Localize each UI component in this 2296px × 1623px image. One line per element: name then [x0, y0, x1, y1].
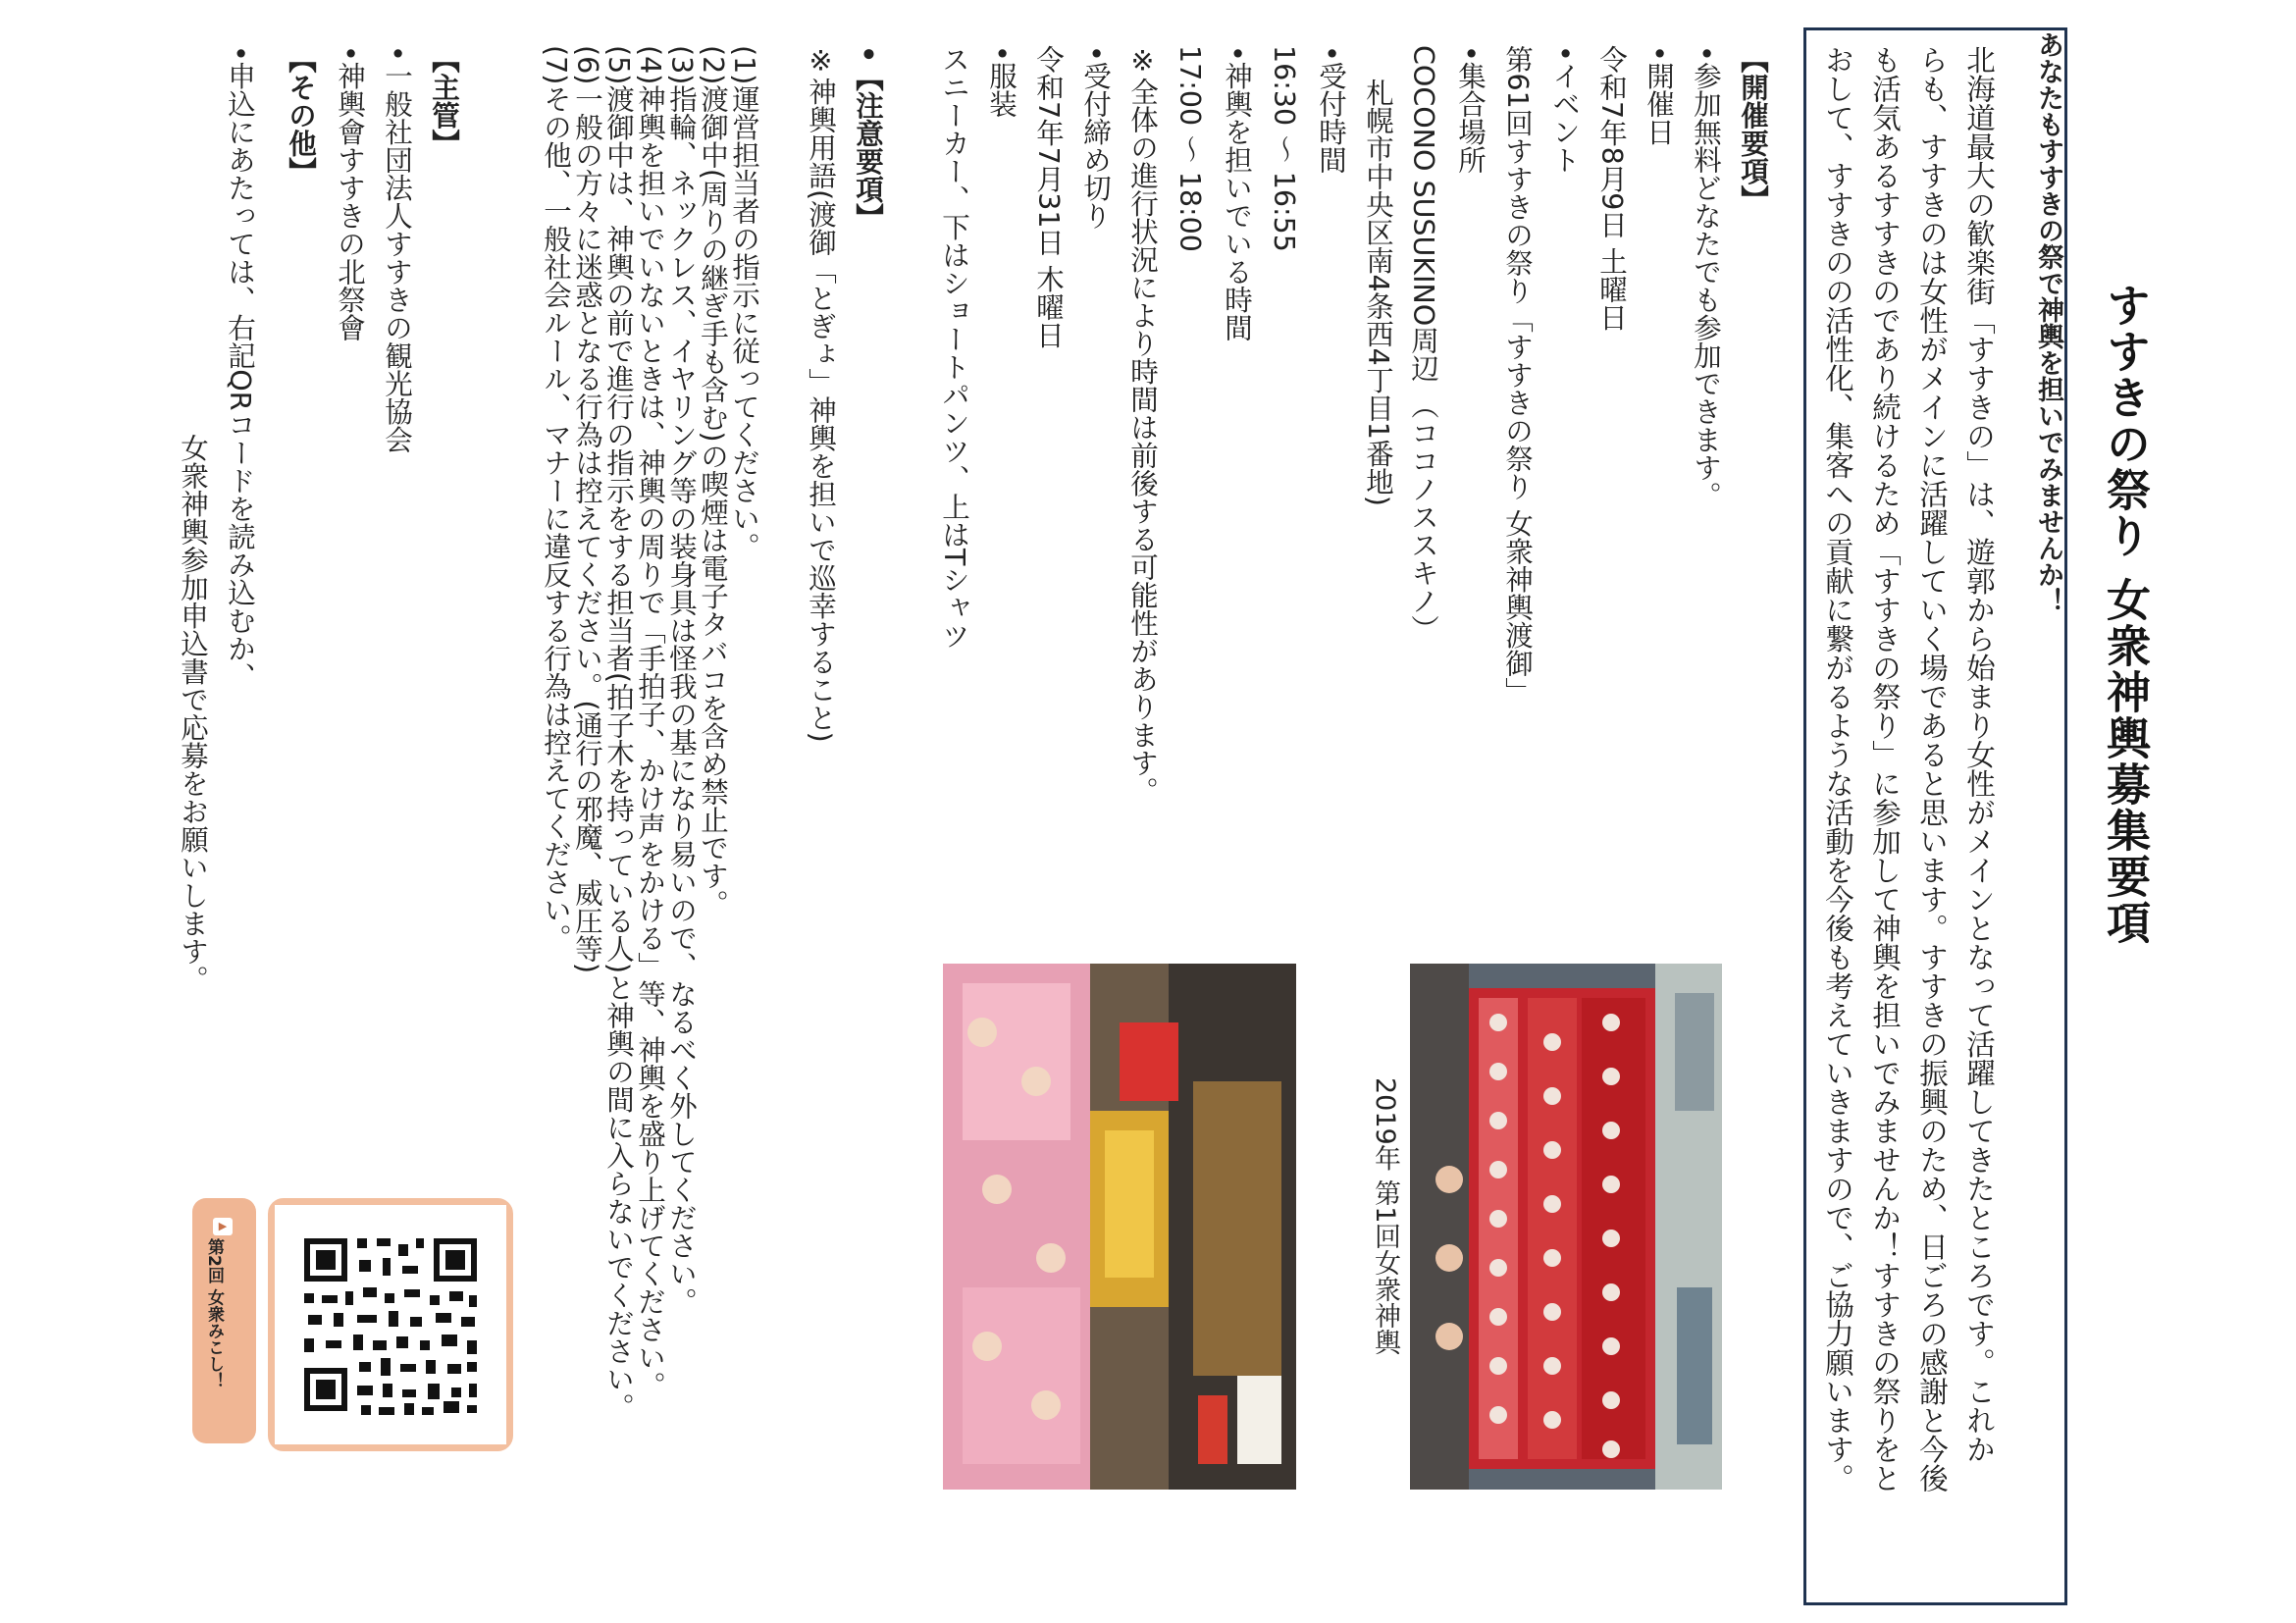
value-address: 札幌市中央区南4条西4丁目1番地)	[1362, 79, 1394, 507]
organizer-1: •一般社団法人すすきの観光協会	[381, 45, 413, 453]
rule-3: (3)指輪、ネックレス、イヤリング等の装身具は怪我の基になり易いので、なるべく外してください。	[665, 45, 698, 1316]
rule-5: (5)渡御中は、神輿の前で進行の指示をする担当者(拍子木を持っている人)と神輿の間に入らないでください。	[602, 45, 635, 1422]
section-heading-outline: 【開催要項】	[1737, 45, 1769, 213]
label-reception-time: •受付時間	[1315, 45, 1347, 174]
value-deadline: 令和7年7月31日 木曜日	[1032, 45, 1065, 349]
section-heading-notes: •【注意要項】	[852, 45, 884, 232]
page-title: すすきの祭り 女衆神輿募集要項	[2099, 283, 2151, 946]
rule-1: (1)運営担当者の指示に従ってください。	[728, 45, 760, 560]
note-glossary: ※神輿用語(渡御「とぎょ」神輿を担いで巡幸すること)	[805, 45, 837, 743]
organizer-2: •神輿會すすきの北祭會	[334, 45, 366, 341]
festival-photo-image	[943, 964, 1296, 1490]
qr-code-frame	[268, 1198, 513, 1451]
page-subtitle: あなたもすすきの祭で神輿を担いでみませんか！	[2033, 31, 2063, 614]
qr-code-icon[interactable]	[275, 1205, 506, 1444]
other-apply-line-2: 女衆神輿参加申込書で応募をお願いします。	[177, 434, 209, 993]
play-icon: ▶	[213, 1218, 233, 1235]
rule-4: (4)神輿を担いでいないときは、神輿の周りで「手拍子、かけ声をかける」等、神輿を盛り上げてください。	[634, 45, 666, 1399]
value-dress: スニーカー、下はショートパンツ、上はTシャツ	[938, 45, 970, 650]
intro-line-2: らも、すすきのは女性がメインに活躍していく場であると思います。すすきの振興のため、日ごろの感謝と今後	[1915, 45, 1949, 1492]
value-carrying-time: 17:00 ～ 18:00	[1174, 45, 1206, 252]
label-dress: •服装	[985, 45, 1018, 118]
rule-2: (2)渡御中(周りの継ぎ手も含む)の喫煙は電子タバコを含め禁止です。	[697, 45, 729, 918]
label-date: •開催日	[1643, 45, 1675, 146]
value-event: 第61回すすきの祭り「すすきの祭り 女衆神輿渡御」	[1501, 45, 1534, 706]
item-free-participation: •参加無料どなたでも参加できます。	[1690, 45, 1722, 509]
value-date: 令和7年8月9日 土曜日	[1595, 45, 1628, 332]
photo-caption: 2019年 第1回女衆神輿	[1370, 1077, 1400, 1356]
group-photo	[1410, 964, 1722, 1490]
festival-photo	[943, 964, 1296, 1490]
label-deadline: •受付締め切り	[1079, 45, 1112, 230]
section-heading-organizer: 【主管】	[428, 45, 460, 157]
label-meeting-place: •集合場所	[1454, 45, 1487, 174]
rule-7: (7)その他、一般社会ルール、マナーに違反する行為は控えてください。	[540, 45, 572, 952]
value-reception-time: 16:30 ～ 16:55	[1268, 45, 1300, 252]
label-carrying-time: •神輿を担いでいる時間	[1221, 45, 1253, 341]
qr-tab-label: 第2回 女衆みこし！	[204, 1238, 224, 1389]
label-event: •イベント	[1548, 45, 1581, 174]
intro-line-4: おして、すすきのの活性化、集客への貢献に繋がるような活動を今後も考えていきますので、ご協力願います。	[1821, 45, 1854, 1492]
rule-6: (6)一般の方々に迷惑となる行為は控えてください。(通行の邪魔、威圧等)	[571, 45, 603, 974]
value-meeting-place: COCONO SUSUKINO周辺 （ココノススキノ）	[1407, 45, 1439, 643]
intro-line-1: 北海道最大の歓楽街「すすきの」は、遊郭から始まり女性がメインとなって活躍してきたところです。これか	[1962, 45, 1996, 1464]
intro-line-3: も活気あるすすきのであり続けるため「すすきの祭り」に参加して神輿を担いでみませんか！すすきの祭りをと	[1868, 45, 1902, 1492]
section-heading-other: 【その他】	[285, 45, 317, 185]
note-timing: ※全体の進行状況により時間は前後する可能性があります。	[1126, 45, 1159, 805]
other-apply-line-1: •申込にあたっては、右記QRコードを読み込むか、	[224, 45, 256, 691]
group-photo-image	[1410, 964, 1722, 1490]
